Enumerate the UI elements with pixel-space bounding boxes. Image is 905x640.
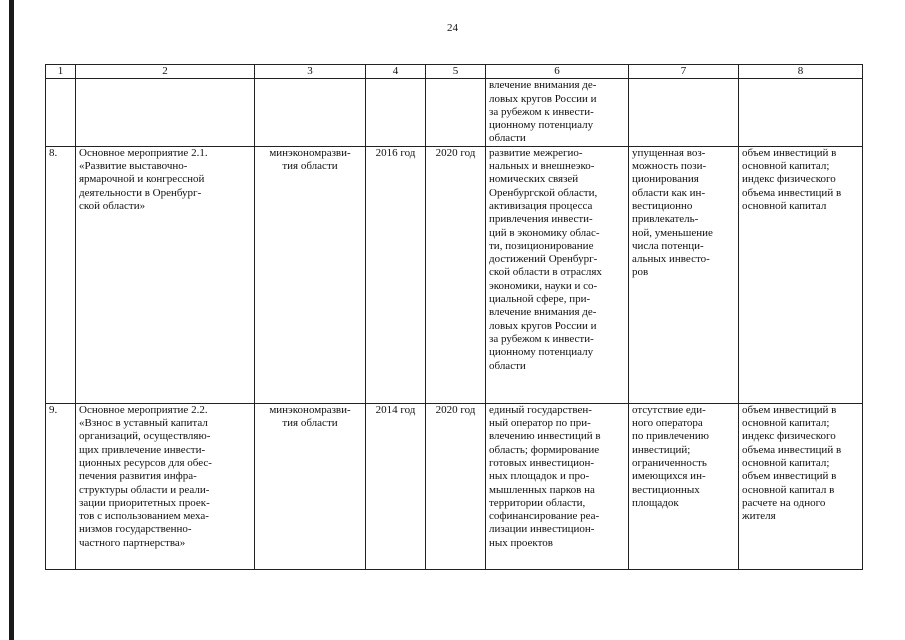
end-year [426,79,486,146]
executor: минэкономразви- тия области [255,146,366,403]
activity-name: Основное мероприятие 2.2. «Взнос в уставный капитал организаций, осуществляю- щих привлечение инвести- ционных ресурсов для обес- печения развития инфра- структуры области и реали- зации приоритетных проек- тов с использованием меха- низмов государственно- частного партнерства» [76,403,255,569]
table-row [46,146,863,403]
column-number-row [46,65,863,79]
activity-name: Основное мероприятие 2.1. «Развитие выставочно- ярмарочной и конгрессной деятельности в Оренбург- ской области» [76,146,255,403]
column-header: 8 [739,65,863,79]
program-activities-table [45,64,863,570]
column-header: 3 [255,65,366,79]
column-header: 1 [46,65,76,79]
start-year [366,79,426,146]
page-edge-bar [9,0,14,640]
activity-name [76,79,255,146]
consequences: упущенная воз- можность пози- ционирования области как ин- вестиционно привлекатель- ной, уменьшение числа потенци- альных инвесто- ров [629,146,739,403]
consequences [629,79,739,146]
executor [255,79,366,146]
end-year: 2020 год [426,403,486,569]
end-year: 2020 год [426,146,486,403]
column-header: 7 [629,65,739,79]
start-year: 2014 год [366,403,426,569]
indicators: объем инвестиций в основной капитал; индекс физического объема инвестиций в основной капитал [739,146,863,403]
consequences: отсутствие еди- ного оператора по привлечению инвестиций; ограниченность имеющихся ин- вестиционных площадок [629,403,739,569]
executor: минэкономразви- тия области [255,403,366,569]
indicators [739,79,863,146]
column-header: 6 [486,65,629,79]
column-header: 2 [76,65,255,79]
expected-result: развитие межрегио- нальных и внешнеэко- номических связей Оренбургской области, активизация процесса привлечения инвести- ций в экономику облас- ти, позиционирование достижений Оренбург- ской области в отраслях экономики, науки и со- циальной сфере, при- влечение внимания де- ловых кругов России и за рубежом к инвести- ционному потенциалу области [486,146,629,403]
expected-result: единый государствен- ный оператор по при- влечению инвестиций в область; формирование готовых инвестицион- ных площадок и про- мышленных парков на территории области, софинансирование реа- лизации инвестицион- ных проектов [486,403,629,569]
start-year: 2016 год [366,146,426,403]
row-number: 8. [46,146,76,403]
table-row [46,79,863,146]
expected-result: влечение внимания де- ловых кругов России и за рубежом к инвести- ционному потенциалу области [486,79,629,146]
page-number: 24 [447,22,458,34]
column-header: 4 [366,65,426,79]
column-header: 5 [426,65,486,79]
row-number: 9. [46,403,76,569]
table-row [46,403,863,569]
indicators: объем инвестиций в основной капитал; индекс физического объема инвестиций в основной капитал; объем инвестиций в основной капитал в расчете на одного жителя [739,403,863,569]
row-number [46,79,76,146]
